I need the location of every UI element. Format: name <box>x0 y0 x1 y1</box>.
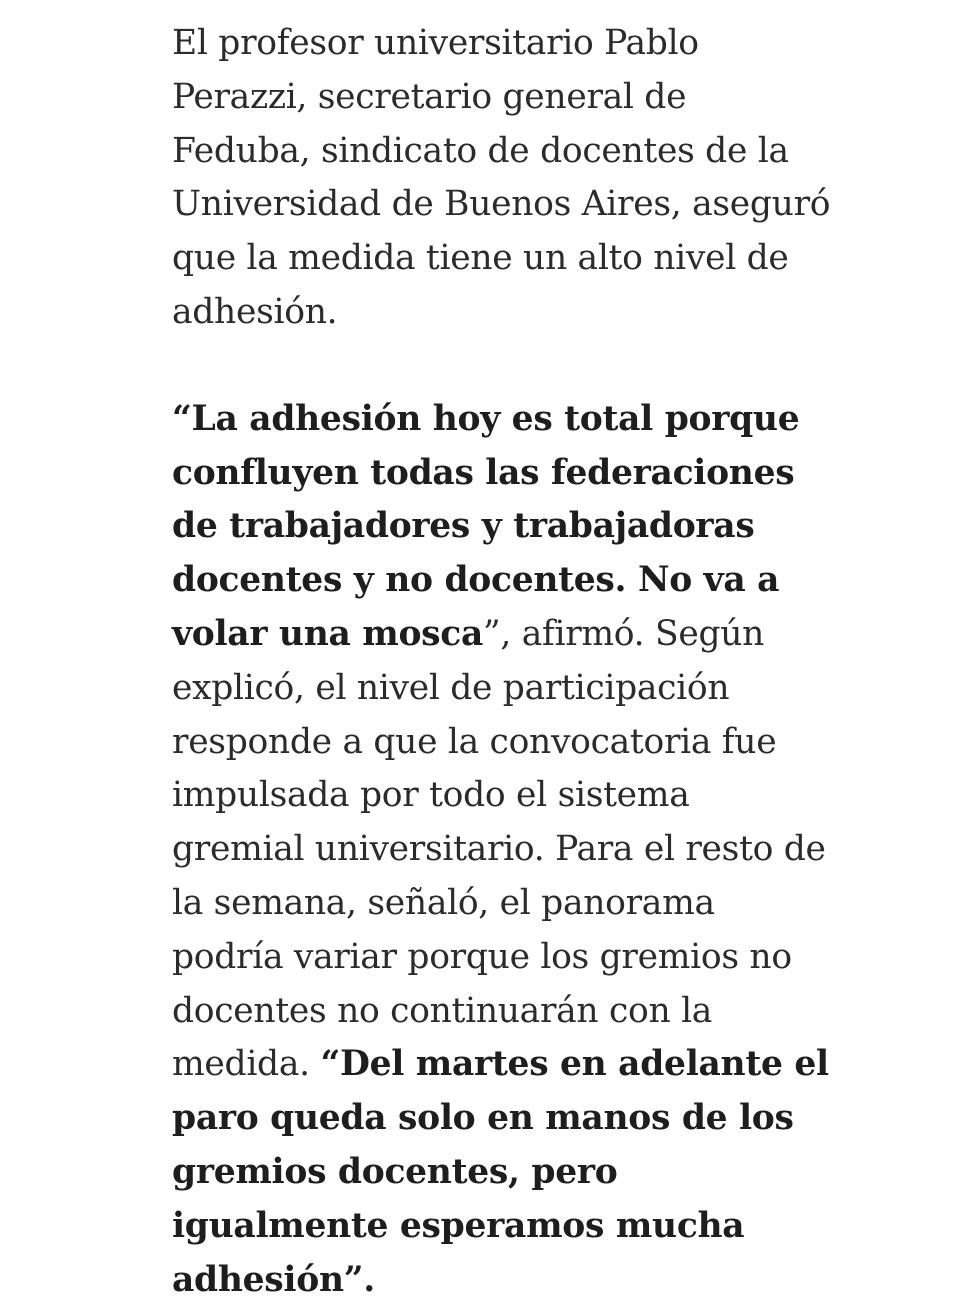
paragraph-intro: El profesor universitario Pablo Perazzi, secretario general de Feduba, sindicato de docentes de la Universidad de Buenos Aires, aseguró que la medida tiene un alto nivel de adhesión. <box>172 23 831 332</box>
quote-bold-second: “Del martes en adelante el paro queda solo en manos de los gremios docentes, pero igualmente esperamos mucha adhesión”. <box>172 1044 829 1300</box>
quote-bold-first: “La adhesión hoy es total porque confluyen todas las federaciones de trabajadores y trabajadoras docentes y no docentes. No va a volar una mosca <box>172 398 800 654</box>
paragraph-quote-text: ”, afirmó. Según explicó, el nivel de participación responde a que la convocatoria fue impulsada por todo el sistema gremial universitario. Para el resto de la semana, señaló, el panorama podría variar porque los gremios no docentes no continuarán con la medida. <box>172 613 826 1085</box>
paragraph-quote <box>172 393 832 1307</box>
article-body <box>172 0 832 1307</box>
